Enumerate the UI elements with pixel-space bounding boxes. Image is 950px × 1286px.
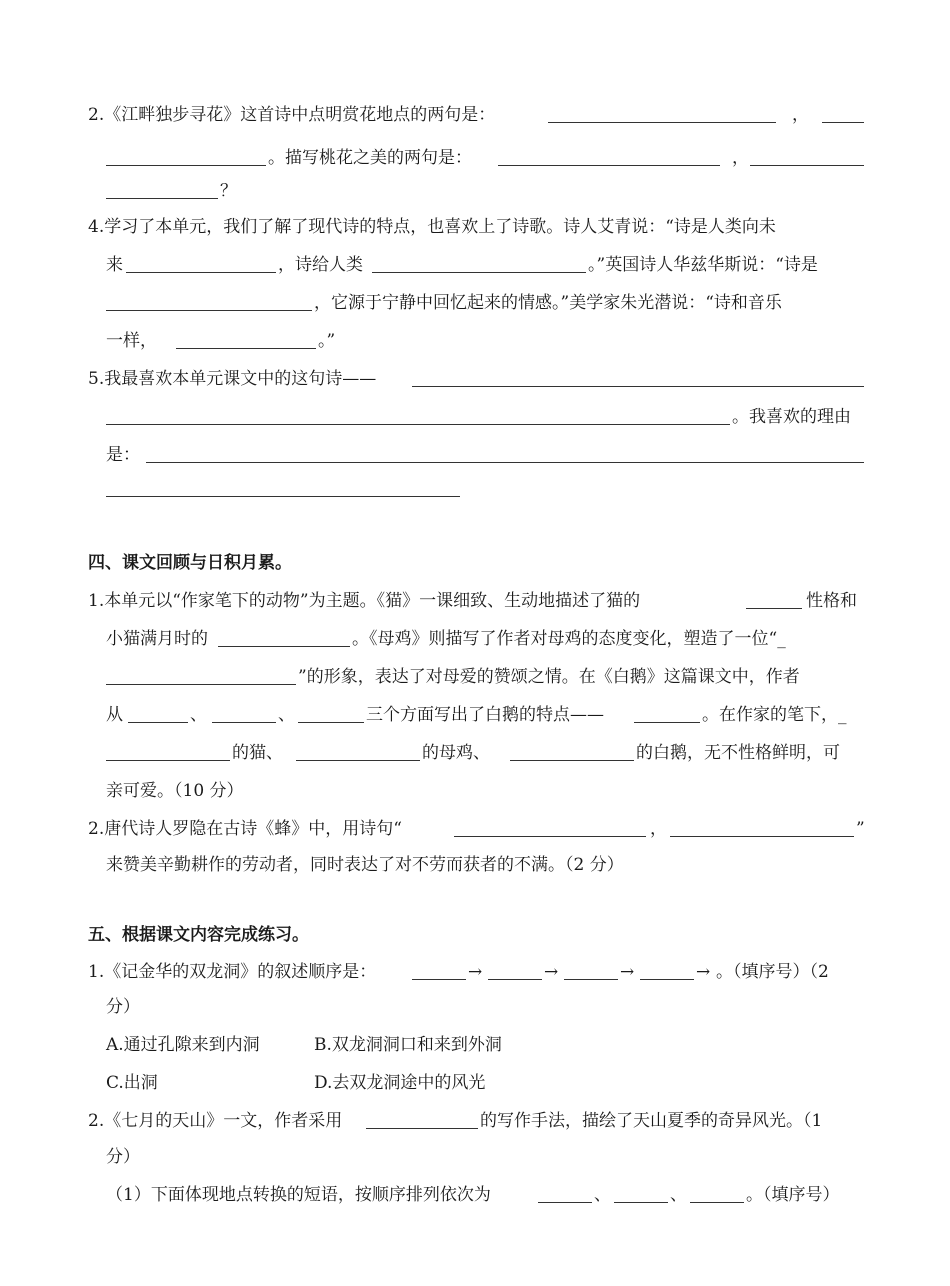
q5-2-sub1-sep1: 、 (594, 1185, 611, 1205)
q4-1-line6 (0, 776, 950, 806)
q4-1-text6: 亲可爱。（10 分） (106, 781, 244, 801)
answer-blank[interactable] (488, 957, 542, 980)
q3-4-line3 (0, 288, 950, 318)
q3-4-line1 (0, 212, 950, 242)
q3-5-text3: 是： (106, 445, 140, 465)
q3-2-line1 (0, 100, 950, 130)
answer-blank[interactable] (106, 402, 730, 425)
q4-1-text4a: 从 (106, 705, 123, 725)
answer-blank[interactable] (128, 700, 188, 723)
q3-2-qmark: ？ (220, 181, 237, 201)
q4-2-text1a: 2.唐代诗人罗隐在古诗《蜂》中，用诗句“ (88, 819, 402, 839)
answer-blank[interactable] (454, 814, 646, 837)
section4-title: 四、课文回顾与日积月累。 (88, 553, 292, 573)
arrow-icon: → (468, 962, 483, 982)
q5-1-options-row1 (0, 1030, 950, 1060)
q4-1-text1b: 性格和 (806, 591, 857, 611)
q5-1-text1a: 1.《记金华的双龙洞》的叙述顺序是： (88, 962, 377, 982)
answer-blank[interactable] (634, 700, 700, 723)
q3-2-line3 (0, 176, 950, 206)
q4-1-text4e: 。在作家的笔下，_ (702, 705, 847, 725)
q3-2-text1: 2.《江畔独步寻花》这首诗中点明赏花地点的两句是： (88, 105, 496, 125)
q4-2-closequote: ” (856, 819, 865, 839)
answer-blank[interactable] (548, 100, 776, 123)
option-a: A.通过孔隙来到内洞 (106, 1035, 260, 1055)
answer-blank[interactable] (298, 700, 364, 723)
q3-2-comma1: ， (792, 105, 809, 125)
section5-heading-row (0, 920, 950, 950)
answer-blank[interactable] (106, 288, 312, 311)
q5-2-line2 (0, 1142, 950, 1172)
q4-1-text4d: 三个方面写出了白鹅的特点—— (366, 705, 604, 725)
q3-4-line4 (0, 326, 950, 356)
answer-blank[interactable] (372, 250, 586, 273)
q3-5-text1: 5.我最喜欢本单元课文中的这句诗—— (88, 369, 377, 389)
answer-blank[interactable] (106, 738, 230, 761)
q4-1-line3 (0, 662, 950, 692)
q5-2-sub1-text: （1）下面体现地点转换的短语，按顺序排列依次为 (106, 1185, 491, 1205)
q3-5-line4 (0, 474, 950, 504)
q4-1-line4 (0, 700, 950, 730)
answer-blank[interactable] (366, 1106, 478, 1129)
section5-title: 五、根据课文内容完成练习。 (88, 925, 309, 945)
q4-1-text4b: 、 (190, 705, 207, 725)
q4-1-text5c: 的白鹅，无不性格鲜明，可 (636, 743, 840, 763)
q4-1-text4c: 、 (278, 705, 295, 725)
q3-5-line1 (0, 364, 950, 394)
answer-blank[interactable] (212, 700, 276, 723)
q3-4-text3: ，它源于宁静中回忆起来的情感。”美学家朱光潜说：“诗和音乐 (314, 293, 782, 313)
q5-1-line1 (0, 957, 950, 987)
q5-1-line2 (0, 992, 950, 1022)
q4-2-line1 (0, 814, 950, 844)
q5-2-sub1 (0, 1180, 950, 1210)
arrow-icon: → (696, 962, 711, 982)
answer-blank[interactable] (822, 100, 864, 123)
q3-4-text4a: 一样， (106, 331, 157, 351)
answer-blank[interactable] (746, 586, 802, 609)
q5-1-text1b: 。（填序号）（2 (716, 962, 829, 982)
q5-1-options-row2 (0, 1068, 950, 1098)
answer-blank[interactable] (176, 326, 316, 349)
q3-4-text2c: 。”英国诗人华兹华斯说：“诗是 (588, 255, 818, 275)
answer-blank[interactable] (750, 143, 864, 166)
answer-blank[interactable] (538, 1180, 592, 1203)
answer-blank[interactable] (510, 738, 634, 761)
q5-2-sub1-end: 。（填序号） (746, 1185, 840, 1205)
answer-blank[interactable] (412, 364, 864, 387)
answer-blank[interactable] (126, 250, 276, 273)
answer-blank[interactable] (106, 176, 218, 199)
q4-1-text2a: 小猫满月时的 (106, 629, 208, 649)
answer-blank[interactable] (296, 738, 420, 761)
q3-2-comma2: ， (732, 148, 749, 168)
answer-blank[interactable] (690, 1180, 744, 1203)
q4-1-line5 (0, 738, 950, 768)
q3-2-text2: 。描写桃花之美的两句是： (268, 148, 472, 168)
arrow-icon: → (544, 962, 559, 982)
q5-2-text1b: 的写作手法，描绘了天山夏季的奇异风光。（1 (480, 1111, 823, 1131)
q5-2-line1 (0, 1106, 950, 1136)
q4-1-line2 (0, 624, 950, 654)
answer-blank[interactable] (106, 143, 266, 166)
q3-4-text1: 4.学习了本单元，我们了解了现代诗的特点，也喜欢上了诗歌。诗人艾青说：“诗是人类向未 (88, 217, 776, 237)
q3-5-text2: 。我喜欢的理由 (732, 407, 851, 427)
q4-1-line1 (0, 586, 950, 616)
answer-blank[interactable] (106, 662, 296, 685)
answer-blank[interactable] (614, 1180, 668, 1203)
q5-2-text2: 分） (106, 1147, 140, 1167)
answer-blank[interactable] (564, 957, 618, 980)
option-b: B.双龙洞洞口和来到外洞 (314, 1035, 502, 1055)
q4-1-text3: ”的形象，表达了对母爱的赞颂之情。在《白鹅》这篇课文中，作者 (298, 667, 800, 687)
q5-2-text1a: 2.《七月的天山》一文，作者采用 (88, 1111, 343, 1131)
q3-4-text2a: 来 (106, 255, 123, 275)
answer-blank[interactable] (670, 814, 854, 837)
q3-4-text4b: 。” (318, 331, 336, 351)
q4-2-comma: ， (650, 819, 667, 839)
answer-blank[interactable] (218, 624, 350, 647)
q3-5-line3 (0, 440, 950, 470)
section4-heading-row (0, 548, 950, 578)
q4-2-text2: 来赞美辛勤耕作的劳动者，同时表达了对不劳而获者的不满。（2 分） (106, 855, 624, 875)
q4-1-text1a: 1.本单元以“作家笔下的动物”为主题。《猫》一课细致、生动地描述了猫的 (88, 591, 641, 611)
answer-blank[interactable] (412, 957, 466, 980)
answer-blank[interactable] (106, 474, 460, 497)
q3-5-line2 (0, 402, 950, 432)
q3-4-line2 (0, 250, 950, 280)
q5-1-text2: 分） (106, 997, 140, 1017)
arrow-icon: → (620, 962, 635, 982)
answer-blank[interactable] (146, 440, 864, 463)
answer-blank[interactable] (640, 957, 694, 980)
q4-1-text5a: 的猫、 (232, 743, 283, 763)
q4-1-text5b: 的母鸡、 (422, 743, 490, 763)
option-c: C.出洞 (106, 1073, 158, 1093)
q3-2-line2 (0, 143, 950, 173)
q3-4-text2b: ，诗给人类 (278, 255, 363, 275)
answer-blank[interactable] (498, 143, 720, 166)
option-d: D.去双龙洞途中的风光 (314, 1073, 486, 1093)
q4-1-text2b: 。《母鸡》则描写了作者对母鸡的态度变化，塑造了一位“_ (352, 629, 786, 649)
q4-2-line2 (0, 850, 950, 880)
q5-2-sub1-sep2: 、 (670, 1185, 687, 1205)
